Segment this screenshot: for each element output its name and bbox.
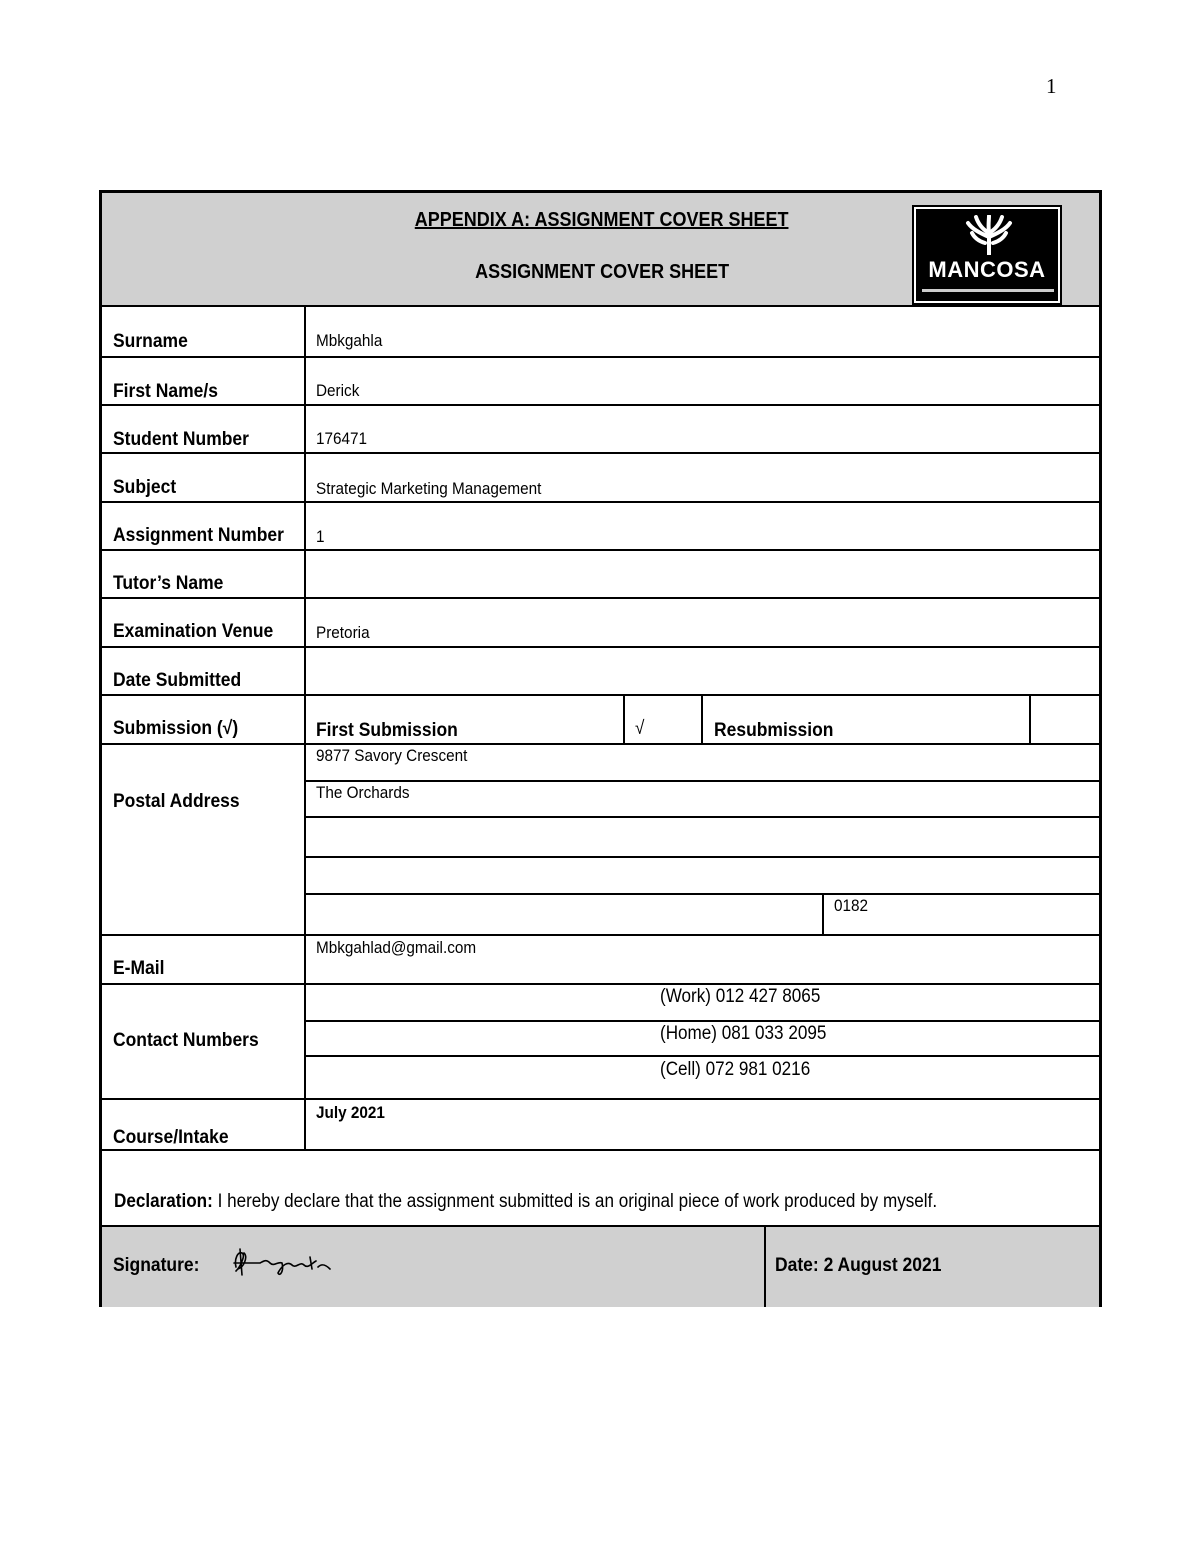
rule <box>305 856 1099 858</box>
assignment-cover-sheet <box>99 190 1102 1307</box>
student-number-label: Student Number <box>113 429 249 450</box>
date-label: Date: 2 August 2021 <box>775 1255 942 1276</box>
rule <box>102 1098 1099 1100</box>
rule <box>305 1055 1099 1057</box>
student-number-value: 176471 <box>316 429 368 448</box>
submission-label: Submission (√) <box>113 718 239 739</box>
appendix-title: APPENDIX A: ASSIGNMENT COVER SHEET <box>415 209 789 231</box>
rule <box>102 934 1099 936</box>
exam-venue-label: Examination Venue <box>113 621 274 642</box>
rule <box>304 305 306 1149</box>
declaration-text: I hereby declare that the assignment submitted is an original piece of work produced by myself. <box>212 1191 938 1212</box>
rule <box>305 893 1099 895</box>
rule <box>102 549 1099 551</box>
resubmission-label: Resubmission <box>714 720 834 741</box>
first-names-value: Derick <box>316 381 360 400</box>
logo-tagline <box>922 289 1054 292</box>
rule <box>305 816 1099 818</box>
rule <box>102 356 1099 358</box>
exam-venue-value: Pretoria <box>316 623 370 642</box>
rule <box>1029 694 1031 744</box>
mancosa-logo <box>914 207 1060 303</box>
rule <box>102 501 1099 503</box>
surname-value: Mbkgahla <box>316 331 383 350</box>
course-intake-label: Course/Intake <box>113 1127 229 1148</box>
rule <box>305 780 1099 782</box>
rule <box>102 597 1099 599</box>
rule <box>102 404 1099 406</box>
date-submitted-label: Date Submitted <box>113 670 242 691</box>
signature-label: Signature: <box>113 1255 200 1276</box>
subject-label: Subject <box>113 477 177 498</box>
rule <box>623 694 625 744</box>
email-label: E-Mail <box>113 958 165 979</box>
work-number: (Work) 012 427 8065 <box>660 986 821 1007</box>
rule <box>102 305 1099 307</box>
first-names-label: First Name/s <box>113 381 218 402</box>
rule <box>764 1225 766 1307</box>
course-intake-value: July 2021 <box>316 1103 385 1122</box>
surname-label: Surname <box>113 331 188 352</box>
rule <box>102 646 1099 648</box>
first-submission-check: √ <box>635 718 645 739</box>
email-value: Mbkgahlad@gmail.com <box>316 938 477 957</box>
rule <box>305 1020 1099 1022</box>
declaration <box>114 1191 937 1213</box>
subject-value: Strategic Marketing Management <box>316 479 542 498</box>
tree-logo-icon <box>964 215 1014 255</box>
first-submission-label: First Submission <box>316 720 458 741</box>
rule <box>102 743 1099 745</box>
cell-number: (Cell) 072 981 0216 <box>660 1059 811 1080</box>
contact-numbers-label: Contact Numbers <box>113 1030 259 1051</box>
rule <box>701 694 703 744</box>
logo-wordmark: MANCOSA <box>928 257 1046 282</box>
tutor-name-label: Tutor’s Name <box>113 573 224 594</box>
postal-line-1: 9877 Savory Crescent <box>316 746 468 765</box>
assignment-number-value: 1 <box>316 527 325 546</box>
rule <box>102 694 1099 696</box>
postal-line-2: The Orchards <box>316 783 410 802</box>
postal-code: 0182 <box>834 896 869 915</box>
rule <box>102 1149 1099 1151</box>
declaration-label: Declaration: <box>114 1191 213 1212</box>
cover-sheet-title: ASSIGNMENT COVER SHEET <box>474 261 730 283</box>
page-number: 1 <box>1046 74 1057 98</box>
assignment-number-label: Assignment Number <box>113 525 284 546</box>
rule <box>102 452 1099 454</box>
handwritten-signature <box>230 1245 340 1285</box>
rule <box>102 983 1099 985</box>
postal-address-label: Postal Address <box>113 791 240 812</box>
rule <box>822 893 824 935</box>
home-number: (Home) 081 033 2095 <box>660 1023 827 1044</box>
